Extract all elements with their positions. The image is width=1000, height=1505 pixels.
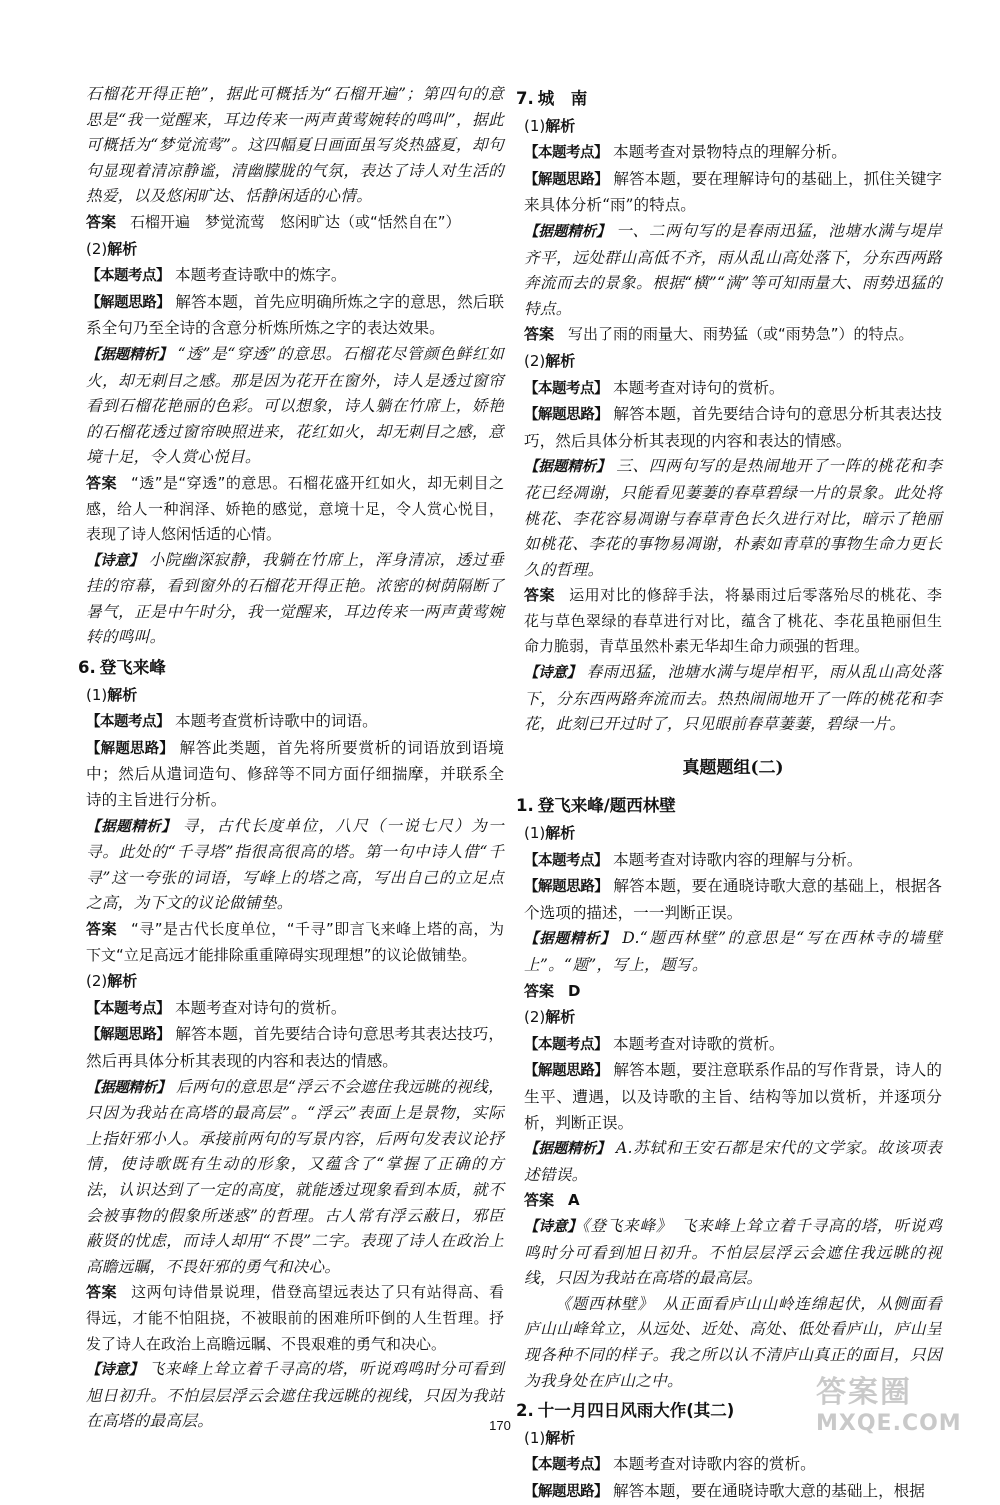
q6-answer-1 [86, 917, 504, 968]
answer-1 [86, 210, 504, 236]
answer-text: 石榴开遍 梦觉流莺 悠闲旷达（或“恬然自在”） [130, 212, 461, 231]
g2-approach [524, 1479, 942, 1505]
q6-key-point [86, 709, 504, 736]
analysis-text: “透”是“穿透”的意思。石榴花尽管颜色鲜红如火，却无刺目之感。那是因为花开在窗外，诗人是透过窗帘看到石榴花艳丽的色彩。可以想象，诗人躺在竹席上，娇艳的石榴花透过窗帘映照进来，花红如火，却无刺目之感，意境十足，令人赏心悦目。 [86, 344, 504, 467]
g1-approach-2 [524, 1058, 942, 1136]
q7-poem-meaning [524, 660, 942, 738]
sub-number: (1) [524, 116, 546, 135]
sub-label: 解析 [545, 1428, 576, 1447]
q6-key-point-2 [86, 996, 504, 1023]
q7-answer-1 [524, 322, 942, 348]
key-point-text: 本题考查赏析诗歌中的词语。 [174, 712, 378, 731]
answer-text: 这两句诗借景说理，借登高望远表达了只有站得高、看得远，才能不怕阻挠，不被眼前的困难所吓倒的人生哲理。抒发了诗人在政治上高瞻远瞩、不畏艰难的勇气和决心。 [86, 1283, 504, 1353]
q7-sub-1 [524, 114, 942, 140]
poem-meaning-text: 《登飞来峰》 飞来峰上耸立着千寻高的塔，听说鸡鸣时分可看到旭日初升。不怕层层浮云会遮住我远眺的视线，只因为我站在高塔的最高层。 [524, 1216, 942, 1288]
question-title: 登飞来峰 [99, 658, 166, 678]
question-6-title [78, 655, 504, 681]
answer-label: 答案 [524, 981, 555, 1000]
approach-text: 解答本题，首先要结合诗句的意思分析其表达技巧，然后具体分析其表现的内容和表达的情感。 [524, 405, 942, 450]
answer-label: 答案 [86, 212, 117, 231]
analysis-label: 【据题精析】 [86, 818, 177, 835]
answer-label: 答案 [86, 473, 117, 492]
q7-analysis [524, 219, 942, 322]
approach-label: 【解题思路】 [86, 294, 171, 311]
poem-meaning-label: 【诗意】 [86, 552, 144, 569]
question-title: 十一月四日风雨大作(其二) [537, 1401, 735, 1421]
g1-approach [524, 874, 942, 926]
q6-answer-2 [86, 1280, 504, 1357]
approach-label: 【解题思路】 [86, 740, 174, 757]
g1-key-point-2 [524, 1032, 942, 1059]
sub-number: (2) [86, 239, 108, 258]
section-title: 真题题组(二) [682, 757, 784, 778]
answer-label: 答案 [524, 586, 556, 605]
analysis-label: 【据题精析】 [524, 931, 616, 948]
g1-poem-meaning-b: 《题西林壁》 从正面看庐山山岭连绵起伏，从侧面看庐山山峰耸立，从远处、近处、高处、低处看庐山，庐山呈现各种不同的样子。我之所以认不清庐山真正的面目，只因为我身处在庐山之中。 [524, 1294, 942, 1390]
sub-label: 解析 [107, 972, 138, 991]
g1-sub-2 [524, 1005, 942, 1031]
g1-key-point [524, 848, 942, 875]
sub-number: (2) [86, 972, 108, 991]
analysis-text: D.“题西林壁”的意思是“写在西林寺的墙壁上”。“题”，写上，题写。 [524, 929, 943, 974]
key-point-text: 本题考查对诗歌内容的理解与分析。 [612, 850, 863, 869]
key-point-label: 【本题考点】 [524, 1036, 608, 1053]
sub-question-2 [86, 237, 504, 263]
analysis-label: 【据题精析】 [86, 346, 173, 363]
analysis-label: 【据题精析】 [86, 1079, 171, 1096]
key-point-label: 【本题考点】 [86, 1000, 170, 1017]
q7-answer-2 [524, 583, 942, 660]
poem-meaning-text: 春雨迅猛，池塘水满与堤岸相平，雨从乱山高处落下，分东西两路奔流而去。热热闹闹地开了一阵的桃花和李花，此刻已开过时了，只见眼前春草萋萋，碧绿一片。 [524, 663, 942, 734]
sub-label: 解析 [545, 824, 576, 843]
question-number: 7. [516, 89, 534, 108]
q6-approach-2 [86, 1022, 504, 1074]
g1-poem-meaning-a [524, 1214, 942, 1292]
key-point [86, 263, 504, 290]
poem-meaning-text: 飞来峰上耸立着千寻高的塔，听说鸡鸣时分可看到旭日初升。不怕层层浮云会遮住我远眺的视线，只因为我站在高塔的最高层。 [86, 1360, 504, 1431]
answer-text: “寻”是古代长度单位，“千寻”即言飞来峰上塔的高，为下文“立足高远才能排除重重障碍实现理想”的议论做铺垫。 [86, 920, 504, 964]
answer-text: D [568, 981, 581, 1000]
approach-text: 解答本题，首先要结合诗句意思考其表达技巧，然后再具体分析其表现的内容和表达的情感。 [86, 1025, 504, 1070]
right-column [516, 82, 943, 1505]
approach-label: 【解题思路】 [524, 879, 609, 896]
answer-text: 运用对比的修辞手法，将暴雨过后零落殆尽的桃花、李花与草色翠绿的春草进行对比，蕴含了桃花、李花虽艳丽但生命力脆弱，青草虽然朴素无华却生命力顽强的哲理。 [524, 586, 942, 656]
sub-label: 解析 [107, 685, 138, 704]
q7-sub-2 [524, 349, 942, 375]
analysis-text: 三、四两句写的是热闹地开了一阵的桃花和李花已经凋谢，只能看见萋萋的春草碧绿一片的景象。此处将桃花、李花容易凋谢与春草青色长久进行对比，暗示了艳丽如桃花、李花的事物易凋谢，朴素如青草的事物生命力更长久的哲理。 [524, 457, 943, 579]
answer-text: 写出了雨的雨量大、雨势猛（或“雨势急”）的特点。 [568, 325, 914, 344]
answer-label: 答案 [86, 920, 117, 938]
key-point-text: 本题考查对景物特点的理解分析。 [612, 143, 847, 162]
analysis-label: 【据题精析】 [524, 459, 611, 476]
g2-key-point [524, 1452, 942, 1479]
q6-approach [86, 736, 504, 814]
sub-label: 解析 [107, 239, 138, 258]
key-point-text: 本题考查对诗歌的赏析。 [612, 1034, 785, 1053]
q6-sub-2 [86, 969, 504, 995]
answer-label: 答案 [524, 1191, 555, 1210]
g1-answer-1 [524, 979, 942, 1005]
continued-paragraph: 石榴花开得正艳”，据此可概括为“石榴开遍”；第四句的意思是“我一觉醒来，耳边传来一两声黄莺婉转的鸣叫”，据此可概括为“梦觉流莺”。这四幅夏日画面虽写炎热盛夏，却句句显现着清凉静谧，清幽朦胧的气氛，表达了诗人对生活的热爱，以及悠闲旷达、恬静闲适的心情。 [86, 85, 504, 206]
q7-approach-2 [524, 402, 942, 454]
analysis [86, 342, 504, 471]
site-watermark [816, 1367, 966, 1437]
key-point-label: 【本题考点】 [86, 268, 170, 285]
poem-meaning-label: 【诗意】 [524, 1218, 582, 1235]
sub-number: (2) [524, 351, 546, 370]
q6-sub-1 [86, 683, 504, 709]
q7-key-point-2 [524, 376, 942, 403]
approach [86, 290, 504, 342]
sub-number: (1) [524, 1428, 546, 1447]
approach-label: 【解题思路】 [524, 171, 609, 188]
approach-text: 解答本题，首先应明确所炼之字的意思，然后联系全句乃至全诗的含意分析炼所炼之字的表达效果。 [86, 292, 504, 338]
poem-meaning-text: 小院幽深寂静，我躺在竹席上，浑身清凉，透过垂挂的帘幕，看到窗外的石榴花开得正艳。浓密的树荫隔断了暑气，正是中午时分，我一觉醒来，耳边传来一两声黄莺婉转的鸣叫。 [86, 550, 504, 647]
approach-text: 解答此类题，首先将所要赏析的词语放到语境中；然后从遣词造句、修辞等不同方面仔细揣摩，并联系全诗的主旨进行分析。 [86, 738, 504, 810]
g1-sub-1 [524, 821, 942, 847]
left-column [78, 82, 504, 1435]
approach-label: 【解题思路】 [524, 1483, 608, 1500]
approach-label: 【解题思路】 [524, 407, 609, 424]
poem-meaning-label: 【诗意】 [86, 1362, 144, 1379]
answer-label: 答案 [86, 1283, 118, 1302]
key-point-label: 【本题考点】 [524, 380, 608, 397]
approach-label: 【解题思路】 [86, 1027, 171, 1044]
sub-label: 解析 [545, 116, 576, 135]
question-number: 1. [516, 796, 534, 816]
key-point-label: 【本题考点】 [86, 714, 170, 731]
key-point-text: 本题考查对诗歌内容的赏析。 [612, 1455, 816, 1474]
analysis-label: 【据题精析】 [524, 223, 611, 240]
question-7-title [516, 86, 942, 112]
answer-2 [86, 471, 504, 548]
q6-analysis [86, 814, 504, 917]
answer-text: “透”是“穿透”的意思。石榴花盛开红如火，却无刺目之感，给人一种润泽、娇艳的感觉，意境十足，令人赏心悦目，表现了诗人悠闲恬适的心情。 [86, 473, 504, 544]
sub-label: 解析 [545, 1008, 576, 1027]
key-point-text: 本题考查对诗句的赏析。 [612, 378, 785, 397]
analysis-text: 寻，古代长度单位，八尺（一说七尺）为一寻。此处的“千寻塔”指很高很高的塔。第一句中诗人借“千寻”这一夸张的词语，写峰上的塔之高，写出自己的立足点之高，为下文的议论做铺垫。 [86, 816, 504, 913]
question-title: 城 南 [537, 89, 588, 108]
question-title: 登飞来峰/题西林壁 [537, 796, 676, 816]
key-point-label: 【本题考点】 [524, 852, 608, 869]
sub-number: (1) [86, 685, 108, 704]
watermark-url: MXQE.COM [816, 1411, 962, 1436]
sub-number: (1) [524, 824, 546, 843]
approach-text: 解答本题，要在通晓诗歌大意的基础上，根据各个选项的描述，一一判断正误。 [524, 877, 942, 922]
key-point-text: 本题考查诗歌中的炼字。 [174, 266, 347, 285]
poem-meaning [86, 548, 504, 651]
q7-approach [524, 167, 942, 219]
group-question-1-title [516, 793, 942, 819]
analysis-label: 【据题精析】 [524, 1141, 611, 1158]
analysis-text: A.苏轼和王安石都是宋代的文学家。故该项表述错误。 [524, 1139, 942, 1184]
poem-meaning-label: 【诗意】 [524, 665, 582, 682]
key-point-text: 本题考查对诗句的赏析。 [174, 998, 347, 1017]
answer-text: A [568, 1191, 580, 1210]
q6-analysis-2 [86, 1075, 504, 1281]
question-number: 6. [78, 658, 96, 678]
approach-text: 解答本题，要注意联系作品的写作背景，诗人的生平、遭遇，以及诗歌的主旨、结构等加以赏析，并逐项分析，判断正误。 [524, 1061, 942, 1132]
watermark-logo-text: 答案圈 [816, 1375, 912, 1410]
sub-label: 解析 [545, 351, 576, 370]
q7-analysis-2 [524, 454, 942, 583]
analysis-text: 后两句的意思是“浮云不会遮住我远眺的视线，只因为我站在高塔的最高层”。“浮云”表面上是景物，实际上指奸邪小人。承接前两句的写景内容，后两句发表议论抒情，使诗歌既有生动的形象，又蕴含了“掌握了正确的方法，认识达到了一定的高度，就能透过现象看到本质，就不会被事物的假象所迷惑”的哲理。古人常有浮云蔽日，邪臣蔽贤的忧虑，而诗人却用“不畏”二字。表现了诗人在政治上高瞻远瞩，不畏奸邪的勇气和决心。 [86, 1077, 504, 1276]
key-point-label: 【本题考点】 [524, 1457, 608, 1474]
sub-number: (2) [524, 1008, 546, 1027]
approach-text: 解答本题，要在通晓诗歌大意的基础上，根据 [612, 1481, 925, 1500]
question-number: 2. [516, 1401, 534, 1421]
g1-answer-2 [524, 1188, 942, 1214]
key-point-label: 【本题考点】 [524, 145, 608, 162]
approach-text: 解答本题，要在理解诗句的基础上，抓住关键字来具体分析“雨”的特点。 [524, 169, 942, 215]
analysis-text: 一、二两句写的是春雨迅猛，池塘水满与堤岸齐平，远处群山高低不齐，雨从乱山高处落下，分东西两路奔流而去的景象。根据“横”“满”等可知雨量大、雨势迅猛的特点。 [524, 221, 943, 318]
q7-key-point [524, 140, 942, 167]
page-number: 170 [489, 1418, 511, 1433]
g1-analysis [524, 926, 942, 978]
g1-analysis-2 [524, 1136, 942, 1188]
answer-label: 答案 [524, 325, 555, 344]
approach-label: 【解题思路】 [524, 1063, 609, 1080]
